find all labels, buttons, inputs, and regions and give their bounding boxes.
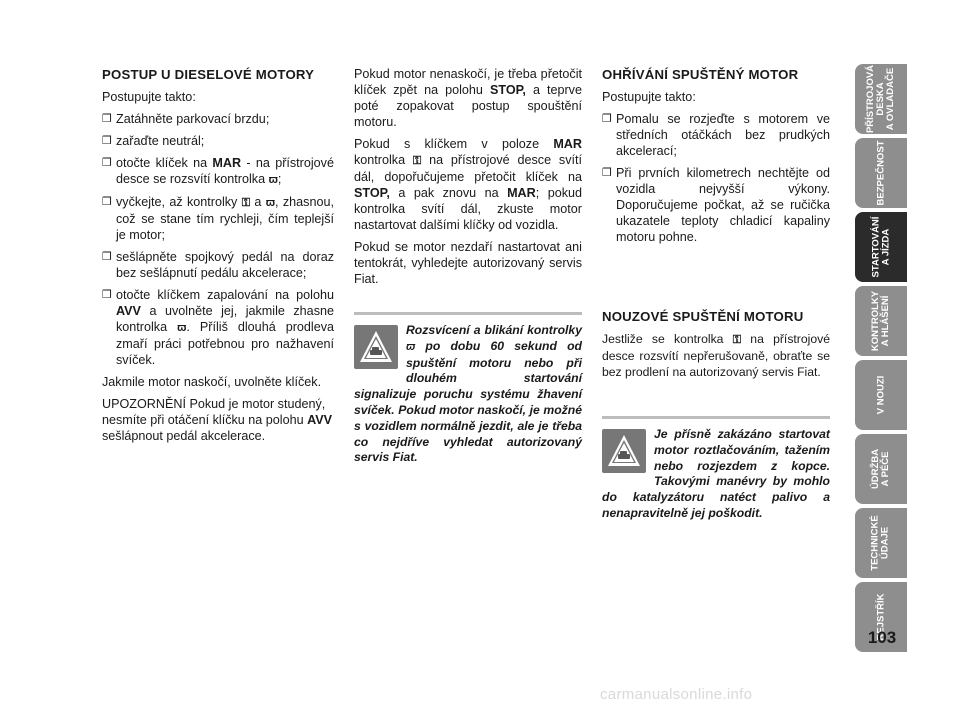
paragraph: Pokud se motor nezdaří nastartovat ani tentokrát, vyhledejte autorizovaný servis Fiat. — [354, 240, 582, 286]
column-restart-info — [354, 66, 582, 293]
warning-box-glow-plug — [354, 312, 582, 466]
text: a pak znovu na — [389, 186, 508, 200]
tab-label: ÚDRŽBA A PÉČE — [869, 448, 891, 490]
tab-label: PŘÍSTROJOVÁ DESKA A OVLADAČE — [865, 64, 897, 134]
tab-label: KONTROLKY A HLÁŠENÍ — [870, 290, 892, 352]
paragraph — [602, 331, 830, 380]
tab-label: V NOUZI — [875, 375, 886, 415]
tab-emergency[interactable] — [855, 360, 907, 430]
tab-label: REJSTŘÍK — [874, 593, 886, 641]
list-item — [102, 194, 334, 243]
tab-label: STARTOVÁNÍ A JÍZDA — [870, 216, 891, 278]
diesel-steps-list — [102, 111, 334, 368]
column-diesel-procedure — [102, 66, 334, 450]
step-text: vyčkejte, až kontrolky — [116, 195, 242, 209]
immobilizer-key-icon: ⚿ — [412, 155, 422, 167]
warming-steps-list — [602, 111, 830, 245]
list-item — [102, 287, 334, 368]
warning-text: Je přísně zakázáno startovat motor roztlačováním, tažením nebo rozjezdem z kopce. Takovými manévry by mohlo do katalyzátoru natéct palivo a nenapravitelně jej poškodit. — [602, 427, 830, 520]
intro-text: Postupujte takto: — [102, 90, 196, 104]
tab-instrument-panel[interactable] — [855, 64, 907, 134]
checkbox-bullet-icon: ❒ — [102, 135, 112, 147]
note-text: sešlápnout pedál akcelerace. — [102, 429, 266, 443]
glow-plug-warning-icon: ϖ — [406, 340, 416, 353]
step-text: - na přístrojové desce se rozsvítí kontrolka — [116, 156, 334, 186]
warning-text: po dobu 60 sekund od spuštění motoru nebo při dlouhém startování signalizuje poruchu systému žhavení svíček. Pokud motor naskočí, je možné s vozidlem normálně jezdit, ale je třeba co nejdříve vyhledat autorizovaný servis Fiat. — [354, 338, 582, 465]
note-text: UPOZORNĚNÍ Pokud je motor studený, nesmíte při otáčení klíčku na polohu — [102, 397, 326, 427]
list-item — [602, 165, 830, 245]
step-text: a — [250, 195, 266, 209]
immobilizer-key-icon: ⚿ — [732, 334, 742, 346]
step-text: Zatáhněte parkovací brzdu; — [116, 112, 270, 126]
intro-text: Postupujte takto: — [602, 90, 696, 104]
immobilizer-key-icon: ⚿ — [241, 197, 251, 209]
checkbox-bullet-icon: ❒ — [102, 251, 112, 263]
checkbox-bullet-icon: ❒ — [602, 113, 612, 125]
key-position: MAR — [507, 186, 536, 200]
key-position: AVV — [307, 413, 333, 427]
section-title-diesel: POSTUP U DIESELOVÉ MOTORY — [102, 67, 315, 82]
step-text: Pomalu se rozjeďte s motorem ve středních otáčkách bez prudkých akcelerací; — [616, 112, 830, 158]
text: Pokud motor nenaskočí, je třeba přetočit klíček zpět na polohu — [354, 67, 582, 97]
list-item — [102, 111, 334, 127]
warning-triangle-icon — [602, 429, 646, 473]
paragraph — [354, 136, 582, 233]
step-text: a uvolněte jej, jakmile zhasne kontrolka — [116, 304, 334, 334]
checkbox-bullet-icon: ❒ — [102, 157, 112, 169]
text: Jestliže se kontrolka — [602, 332, 733, 346]
text: na přístrojové desce svítí dál, dopořučujeme přetočit klíček na — [354, 153, 582, 184]
list-item — [102, 155, 334, 188]
step-text: ; — [277, 172, 282, 186]
tab-label: TECHNICKÉ ÚDAJE — [870, 515, 892, 571]
checkbox-bullet-icon: ❒ — [102, 289, 112, 301]
checkbox-bullet-icon: ❒ — [102, 196, 112, 208]
list-item — [602, 111, 830, 159]
watermark: carmanualsonline.info — [600, 686, 753, 703]
glow-plug-warning-icon: ϖ — [268, 174, 278, 186]
warning-box-push-start — [602, 416, 830, 522]
release-text: Jakmile motor naskočí, uvolněte klíček. — [102, 375, 322, 389]
key-position: STOP, — [489, 83, 526, 97]
list-item — [102, 133, 334, 149]
key-position: MAR — [553, 137, 582, 151]
step-text: sešlápněte spojkový pedál na doraz bez sešlápnutí pedálu akcelerace; — [116, 250, 334, 280]
tab-safety[interactable] — [855, 138, 907, 208]
page-number: 103 — [867, 628, 897, 647]
tab-warning-lights[interactable] — [855, 286, 907, 356]
step-text: zařaďte neutrál; — [116, 134, 205, 148]
tab-label: BEZPEČNOST — [875, 140, 886, 206]
text: na přístrojové desce rozsvítí nepřerušovaně, obraťte se bez prodlení na autorizovaný servis Fiat. — [602, 332, 830, 379]
key-position: AVV — [116, 304, 141, 318]
key-position: MAR — [212, 156, 242, 170]
glow-plug-warning-icon: ϖ — [265, 197, 276, 209]
section-emergency-start — [602, 308, 830, 386]
checkbox-bullet-icon: ❒ — [102, 113, 112, 125]
column-warming-up — [602, 66, 830, 251]
caution-note — [102, 396, 334, 444]
tab-maintenance[interactable] — [855, 434, 907, 504]
tab-technical-data[interactable] — [855, 508, 907, 578]
step-text: , zhasnou, což se stane tím rychleji, čím teplejší je motor; — [116, 195, 334, 242]
text: Pokud s klíčkem v poloze — [354, 137, 554, 151]
text: a teprve poté zopakovat postup spouštění motoru. — [354, 83, 582, 129]
section-title-emergency: NOUZOVÉ SPUŠTĚNÍ MOTORU — [602, 309, 804, 324]
text: ; pokud kontrolka svítí dál, zkuste motor nastartovat dalšími klíčky od vozidla. — [354, 186, 583, 232]
warning-triangle-icon — [354, 325, 398, 369]
checkbox-bullet-icon: ❒ — [602, 167, 612, 179]
text: kontrolka — [354, 153, 413, 167]
tab-starting-driving[interactable] — [855, 212, 907, 282]
list-item — [102, 249, 334, 281]
step-text: otočte klíčkem zapalování na polohu — [116, 288, 334, 302]
key-position: STOP, — [354, 186, 390, 200]
warning-text: Rozsvícení a blikání kontrolky — [406, 323, 582, 337]
glow-plug-warning-icon: ϖ — [177, 322, 187, 334]
step-text: otočte klíček na — [116, 156, 213, 170]
step-text: Při prvních kilometrech nechtějte od vozidla nejvyšší výkony. Doporučujeme počkat, až se ručička ukazatele teploty chladicí kapaliny motoru pohne. — [616, 166, 830, 244]
step-text: . Příliš dlouhá prodleva zmaří práci potřebnou pro nažhavení svíček. — [116, 320, 335, 367]
paragraph — [354, 66, 582, 130]
section-title-warming: OHŘÍVÁNÍ SPUŠTĚNÝ MOTOR — [602, 67, 799, 82]
